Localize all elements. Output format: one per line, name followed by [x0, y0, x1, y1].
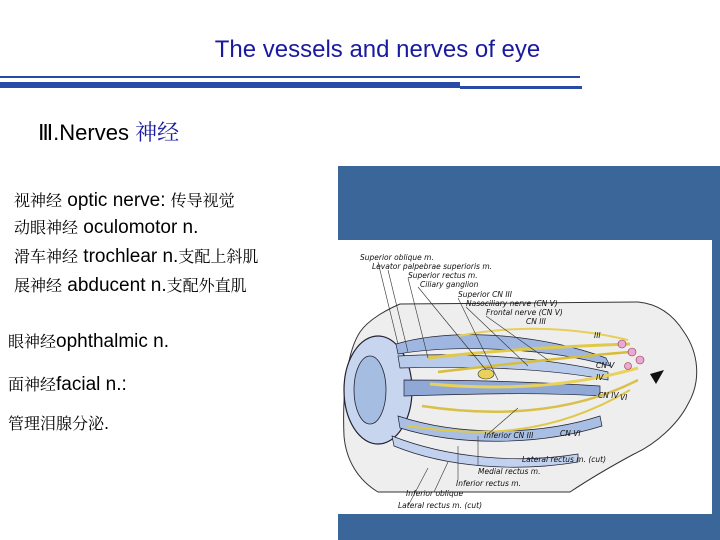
section-heading-cn: 神经	[135, 121, 180, 146]
line-ophthalmic	[8, 329, 169, 353]
label-cn6: CN VI	[560, 429, 581, 438]
label-cn5: CN V	[596, 361, 615, 370]
line-en: abducent n.	[62, 275, 167, 296]
label-cn4: CN IV	[598, 391, 619, 400]
line-facial	[8, 372, 127, 396]
section-heading-text: .Nerves	[53, 120, 136, 145]
nerve-origin	[625, 363, 632, 370]
nerve-origin	[628, 348, 636, 356]
line-tail: 支配外直肌	[166, 276, 247, 295]
label-superior-cn3: Superior CN III	[458, 290, 512, 299]
label-lateral-rectus: Lateral rectus m. (cut)	[522, 455, 607, 464]
nerve-origin	[636, 356, 644, 364]
label-lateral-rectus-2: Lateral rectus m. (cut)	[398, 501, 483, 510]
nerve-origin	[618, 340, 626, 348]
label-cn3: CN III	[526, 317, 546, 326]
label-roman-3: III	[594, 331, 601, 340]
line-tail: 支配上斜肌	[178, 247, 259, 266]
line-en: optic nerve:	[62, 190, 166, 211]
label-roman-4: IV	[596, 373, 604, 382]
title-rule-mid	[460, 86, 582, 89]
label-superior-oblique: Superior oblique m.	[360, 253, 434, 262]
line-en: trochlear n.	[78, 246, 179, 267]
line-cn: 管理泪腺分泌.	[8, 414, 110, 433]
line-cn: 动眼神经	[14, 218, 79, 237]
label-inferior-cn3: Inferior CN III	[484, 431, 534, 440]
label-levator: Levator palpebrae superioris m.	[372, 262, 493, 271]
label-inferior-rectus: Inferior rectus m.	[456, 479, 521, 488]
orbit-nerves-diagram	[338, 240, 712, 514]
label-superior-rectus: Superior rectus m.	[408, 271, 478, 280]
label-frontal: Frontal nerve (CN V)	[486, 308, 563, 317]
line-en: ophthalmic n.	[56, 331, 170, 352]
label-ciliary-ganglion: Ciliary ganglion	[420, 280, 479, 289]
line-cn: 滑车神经	[14, 247, 79, 266]
line-optic-nerve	[14, 188, 235, 212]
line-abducent	[14, 273, 247, 297]
label-medial-rectus: Medial rectus m.	[478, 467, 541, 476]
line-lacrimal	[8, 411, 109, 435]
section-numeral: Ⅲ	[38, 120, 54, 145]
line-en: facial n.:	[56, 374, 127, 395]
slide-title: The vessels and nerves of eye	[214, 36, 541, 63]
line-en: oculomotor n.	[78, 217, 199, 238]
line-oculomotor	[14, 215, 198, 239]
label-nasociliary: Nasociliary nerve (CN V)	[466, 299, 558, 308]
eye-lens	[354, 356, 386, 424]
line-cn: 面神经	[8, 375, 57, 394]
section-heading	[38, 116, 179, 147]
line-cn: 视神经	[14, 191, 63, 210]
label-roman-6: VI	[620, 393, 628, 402]
label-inferior-oblique: Inferior oblique	[406, 489, 464, 498]
line-cn: 眼神经	[8, 332, 57, 351]
orbit-diagram-svg	[338, 240, 712, 514]
line-tail: 传导视觉	[165, 191, 235, 210]
line-cn: 展神经	[14, 276, 63, 295]
line-trochlear	[14, 244, 258, 268]
title-rule-thin	[0, 76, 580, 78]
title-rule-thick	[0, 82, 460, 88]
ciliary-ganglion	[478, 369, 494, 379]
